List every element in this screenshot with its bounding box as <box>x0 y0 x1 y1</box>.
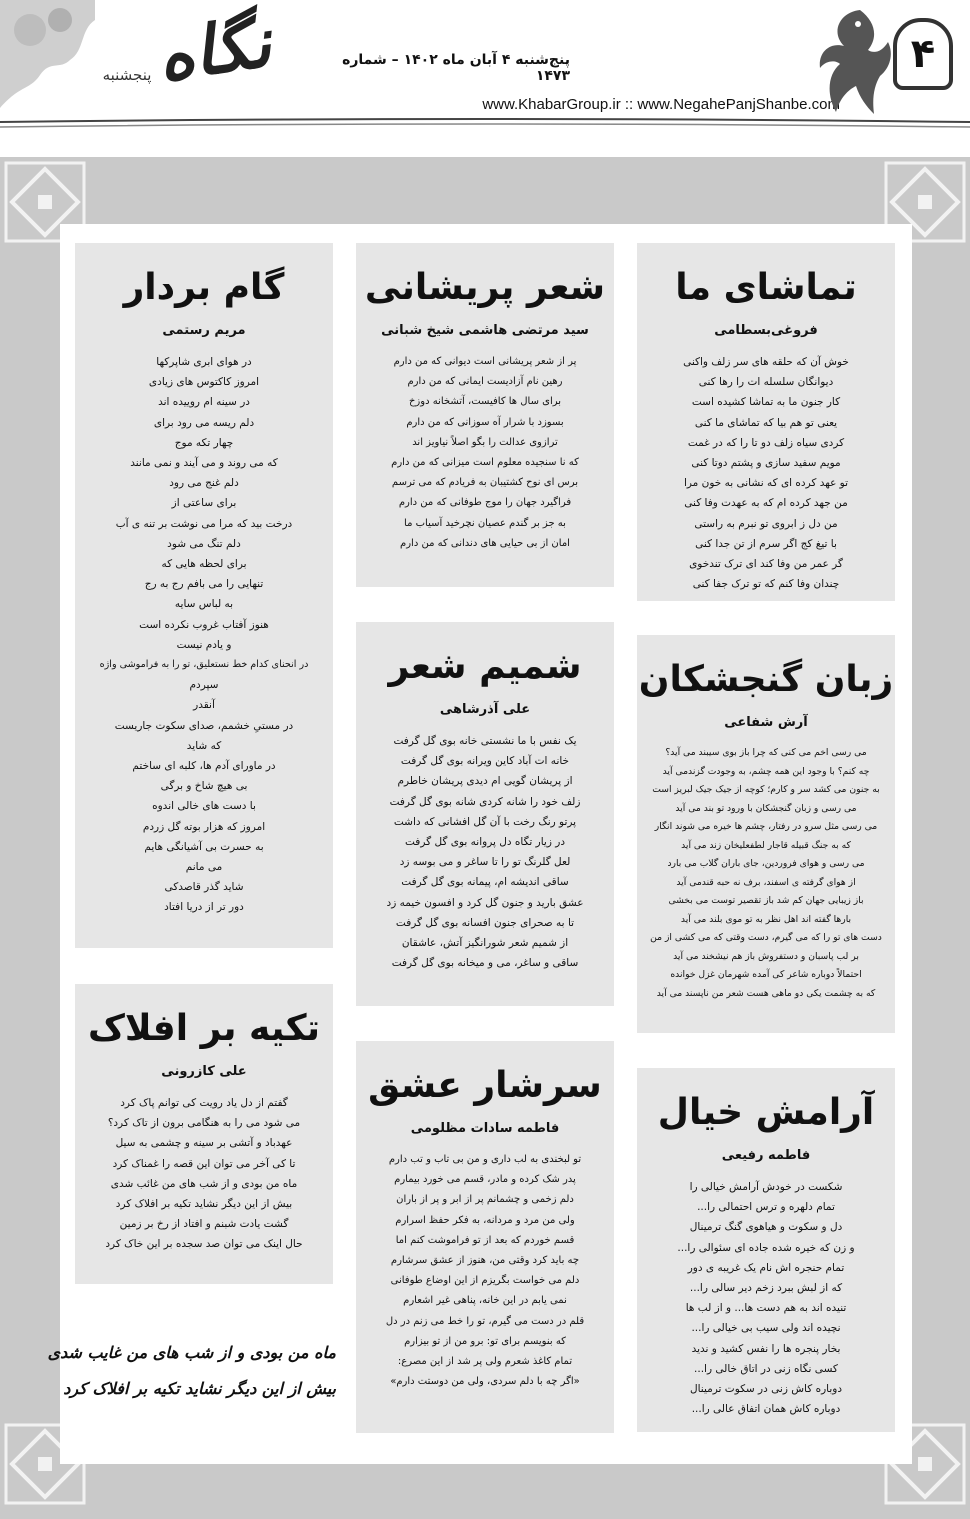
phoenix-emblem-icon <box>800 2 896 122</box>
poem-author: فاطمه رفیعی <box>721 1148 811 1163</box>
poem-line: به جنون می کشد سر و کارم؛ کوچه از جیک جیک لبریز است <box>652 784 880 795</box>
poem-line: که از لبش ببرد زخم دیر سالی را... <box>689 1282 843 1295</box>
poem-title: شمیم شعر <box>388 646 582 687</box>
poem-line: نچیده اند ولی سیب بی خیالی را... <box>691 1322 841 1335</box>
poem-line: نمی یابم در این خانه، پناهی غیر اشعارم <box>403 1295 567 1307</box>
poem-line: گشت یادت شبنم و افتاد از رخ بر زمین <box>119 1218 289 1231</box>
poem-box <box>637 635 895 1033</box>
masthead-ornament-icon <box>0 0 95 108</box>
poem-line: من جهد کرده ام که به عهدت وفا کنی <box>684 497 848 510</box>
poem-line: تنیده اند به هم دست ها... و از لب ها <box>685 1302 847 1315</box>
poem-line: عشق بارید و جنون گل کرد و افسون خیمه زد <box>386 896 584 909</box>
poem-lines <box>75 352 333 918</box>
poem-line: دلم زخمی و چشمانم پر از ابر و پر از باران <box>396 1194 574 1206</box>
poem-line: از هوای گرفته ی اسفند، برف نه حبه قندمی آید <box>676 876 856 888</box>
poem-line: هنوز آفتاب غروب نکرده است <box>139 618 269 631</box>
poem-line: برای ساعتی از <box>171 497 237 510</box>
poem-line: ساقی اندیشه ام، پیمانه بوی گل گرفت <box>401 876 569 889</box>
poem-author: سید مرتضی هاشمی شیخ شبانی <box>381 323 589 338</box>
poem-line: در انحنای کدام خط نستعلیق، تو را به فراموشی واژه <box>99 659 309 671</box>
poem-line: تا به صحرای جنون افسانه بوی گل گرفت <box>395 916 575 929</box>
poem-line: حال اینک می توان صد سجده بر این خاک کرد <box>105 1238 303 1251</box>
poem-box <box>75 984 333 1284</box>
poem-line: لعل گلرنگ تو را تا ساغر و می بوسه زد <box>399 856 571 869</box>
poem-line: پدر شک کرده و مادر، قسم می خورد بیمارم <box>394 1174 576 1186</box>
poem-line: یک نفس با ما نشستی خانه بوی گل گرفت <box>393 735 577 747</box>
quote-line: بیش از این دیگر نشاید تکیه بر افلاک کرد <box>63 1379 336 1398</box>
poem-line: و یادم نیست <box>176 638 232 651</box>
poem-line: امروز که هزار بوته گل زردم <box>142 820 266 833</box>
poem-line: در سینه ام روییده اند <box>158 396 250 409</box>
quote-line: ماه من بودی و از شب های من غایب شدی <box>47 1343 336 1362</box>
poem-title: تکیه بر افلاک <box>87 1008 321 1049</box>
poem-line: دوباره کاش زنی در سکوت ترمینال <box>689 1383 843 1396</box>
poem-line: «اگر چه با دلم سردی، ولی من دوستت دارم» <box>390 1376 580 1388</box>
poem-line: تمام کاغذ شعرم ولی پر شد از این مصرع: <box>397 1356 573 1368</box>
poem-line: ترازوی عدالت را بگو اصلاً نیاویز اند <box>412 436 558 448</box>
poem-lines <box>637 1177 895 1419</box>
issue-date: پنج‌شنبه ۴ آبان ماه ۱۴۰۲ – شماره ۱۴۷۳ <box>342 52 570 84</box>
poem-line: قلم در دست می گیرم، تو را خط می زنم در دل <box>385 1315 585 1327</box>
poem-lines <box>637 744 895 1003</box>
poem-line: به لباس سایه <box>174 598 234 611</box>
poem-line: به جز بر گندم عصیان نچرخید آسیاب ما <box>404 517 566 529</box>
poem-line: تمام دلهره و ترس احتمالی را... <box>697 1201 835 1214</box>
poem-line: امان از بی حیایی های دندانی که من دارم <box>400 537 570 549</box>
poem-line: ولی من مرد و مردانه، به فکر حفظ اسرارم <box>395 1214 575 1226</box>
poem-box <box>75 243 333 948</box>
poem-line: دلم غنج می رود <box>169 477 239 490</box>
poem-line: رهین نام آزادیست ایمانی که من دارم <box>407 376 563 388</box>
poem-line: مویم سفید سازی و پشتم دوتا کنی <box>691 457 841 470</box>
poem-line: ماه من بودی و از شب های من غائب شدی <box>110 1177 298 1190</box>
poem-line: که نا سنجیده معلوم است میزانی که من دارم <box>391 457 579 469</box>
poem-line: دلم ریسه می رود برای <box>153 416 255 429</box>
poem-line: برس ای نوح کشتیبان به فریادم که می ترسم <box>391 477 579 489</box>
poem-line: با تیغ کج اگر سرم از تن جدا کنی <box>695 537 837 550</box>
poem-title: سرشار عشق <box>368 1065 602 1106</box>
poem-lines <box>356 352 614 554</box>
masthead-tagline: پنجشنبه <box>102 66 152 84</box>
poem-line: می شود می را به هنگامی برون از تاک کرد؟ <box>107 1117 301 1130</box>
poem-line: بر لب پاسبان و دستفروش باز هم نیشخند می آید <box>673 950 859 962</box>
poem-line: که بنویسم برای تو: برو من از تو بیزارم <box>404 1335 566 1347</box>
poem-line: سپردم <box>189 679 219 692</box>
poem-line: دور تر از دریا افتاد <box>164 901 244 914</box>
poem-line: کردی سیاه زلف دو تا را که در غمت <box>687 436 845 449</box>
poem-line: چهار تکه موج <box>174 436 234 449</box>
poem-line: درخت بید که مرا می نوشت بر تنه ی آب <box>115 517 293 530</box>
header-divider <box>0 118 970 132</box>
poem-line: ساقی و ساغر، می و میخانه بوی گل گرفت <box>391 957 579 970</box>
poem-line: با دست های خالی اندوه <box>152 800 256 813</box>
poem-author: فاطمه سادات مظلومی <box>410 1121 560 1136</box>
poem-line: پر از شعر پریشانی است دیوانی که من دارم <box>393 356 577 367</box>
poem-line: شکست در خودش آرامش خیالی را <box>689 1181 843 1193</box>
poem-line: در زیار تگاه دل پروانه بوی گل گرفت <box>405 836 565 849</box>
poem-line: پرتو رنگ رخت با آن گل افشانی که داشت <box>393 815 577 828</box>
poem-line: آنقدر <box>193 699 215 712</box>
poem-line: برای سال ها کافیست، آتشخانه دوزخ <box>408 396 562 408</box>
poem-line: گر عمر من وفا کند ای ترک تندخوی <box>689 558 843 571</box>
poem-line: باز زیبایی جهان کم شد باز تقصیر توست می بخشی <box>668 895 864 906</box>
poem-line: تا کی آخر می توان این قصه را غمناک کرد <box>112 1157 296 1170</box>
poem-line: دیوانگان سلسله ات را رها کنی <box>698 376 834 389</box>
poem-author: آرش شفاعی <box>724 715 808 730</box>
poem-line: قسم خوردم که بعد از تو فراموشت کنم اما <box>395 1234 575 1246</box>
poem-box <box>637 243 895 601</box>
page-number-badge: ۴ <box>893 18 953 90</box>
calligraphy-quote <box>47 1335 336 1407</box>
poem-line: احتمالاً دوباره شاعر کی آمده شهرمان غزل خوانده <box>670 969 862 980</box>
poem-line: و زن که خیره شده جاده ای سئوالی را... <box>677 1241 855 1254</box>
poem-line: چندان وفا کنم که تو ترک جفا کنی <box>692 578 840 591</box>
poem-line: بی هیچ شاخ و برگی <box>160 780 248 793</box>
poem-line: امروز کاکتوس های زیادی <box>148 376 260 389</box>
poem-line: که شاید <box>186 739 222 752</box>
poem-line: برای لحظه هایی که <box>161 558 247 571</box>
poem-line: دست های تو را که می گیرم، دست وقتی که می کشی از من <box>650 932 882 943</box>
masthead-logo: نگاه <box>152 2 276 98</box>
poem-box <box>356 1041 614 1433</box>
poem-line: گفتم از دل یاد رویت کی توانم پاک کرد <box>120 1097 288 1109</box>
poem-line: از شمیم شعر شورانگیز آتش، عاشقان <box>401 937 569 950</box>
poem-line: در ماورای آدم ها، کلبه ای ساختم <box>132 760 276 773</box>
poem-line: زلف خود را شانه کردی شانه بوی گل گرفت <box>389 795 581 808</box>
poem-box <box>637 1068 895 1432</box>
poem-box <box>356 243 614 587</box>
poem-title: گام بردار <box>123 267 285 308</box>
poem-line: به حسرت بی آشیانگی هایم <box>144 840 264 853</box>
poem-line: که به جنگ قبیله قاجار لطفعلیخان زند می آید <box>681 839 851 851</box>
poem-lines <box>356 1150 614 1392</box>
poem-line: بخار پنجره ها را نفس کشید و ندید <box>691 1342 841 1355</box>
poem-line: کار جنون ما به تماشا کشیده است <box>691 396 841 409</box>
poem-line: چه باید کرد وقتی من، هنوز از عشق سرشارم <box>390 1255 580 1267</box>
poem-line: خوش آن که حلقه های سر زلف واکنی <box>683 356 849 368</box>
poem-line: عهدباد و آتشی بر سینه و چشمی به سیل <box>115 1137 293 1150</box>
poem-line: که می روند و می آیند و نمی مانند <box>130 457 278 470</box>
poem-line: دل و سکوت و هیاهوی گنگ ترمینال <box>689 1221 843 1234</box>
poem-lines <box>75 1093 333 1255</box>
poem-line: می مانم <box>185 861 223 874</box>
poem-line: دلم تنگ می شود <box>167 537 241 550</box>
poem-line: شاید گذر قاصدکی <box>164 881 244 894</box>
website-urls[interactable]: www.KhabarGroup.ir :: www.NegahePanjShanbe.com <box>482 96 840 113</box>
poem-title: آرامش خیال <box>657 1092 875 1133</box>
poem-title: زبان گنجشکان <box>638 659 894 700</box>
poem-line: در مستیِ خشمم، صدای سکوت جاریست <box>114 719 294 732</box>
poem-author: مریم رستمی <box>162 323 246 338</box>
poem-line: می رسی اخم می کنی که چرا باز بوی سیبند می آید؟ <box>665 747 867 758</box>
poem-line: تمام حنجره اش نام یک غریبه ی دور <box>687 1261 845 1274</box>
poem-line: تنهایی را می بافم رج به رج <box>144 578 264 591</box>
poem-line: یعنی تو هم بیا که تماشای ما کنی <box>694 416 838 429</box>
poem-lines <box>637 352 895 594</box>
poem-author: فروغی‌بسطامی <box>714 323 818 338</box>
poem-box <box>356 622 614 1006</box>
poem-line: می رسی و زبان گنجشکان با ورود تو بند می آید <box>675 802 857 814</box>
poem-line: می رسی مثل سرو در رفتار، چشم ها خیره می شوند انگار <box>654 821 878 832</box>
poem-line: بیش از این دیگر نشاید تکیه بر افلاک کرد <box>115 1198 293 1211</box>
page-header <box>0 0 970 132</box>
poem-line: از پریشان گویی ام دیدی پریشان خاطرم <box>397 775 573 788</box>
poem-line: خانه ات آباد کاین ویرانه بوی گل گرفت <box>400 755 570 768</box>
poem-line: کسی نگاه زنی در اتاق خالی را... <box>694 1362 838 1375</box>
poem-line: بارها گفته اند اهل نظر به تو موی بلند می آید <box>680 913 852 925</box>
poem-title: شعر پریشانی <box>364 267 606 308</box>
poem-line: دوباره کاش همان اتفاق عالی را... <box>691 1403 841 1416</box>
poem-author: علی کازرونی <box>161 1064 247 1079</box>
poem-line: فراگیرد جهان را موج طوفانی که من دارم <box>398 497 572 509</box>
poem-title: تماشای ما <box>675 267 857 308</box>
poem-line: تو لبخندی به لب داری و من بی تاب و تب دارم <box>388 1154 582 1165</box>
poem-line: چه کنم؟ با وجود این همه چشم، به وجودت گزندمی آید <box>662 765 870 777</box>
poem-line: من دل ز ابروی تو نبرم به راستی <box>694 517 838 530</box>
poem-line: که به چشمت یکی دو ماهی هست شعر من ناپسند می آید <box>656 987 876 999</box>
poem-line: تو عهد کرده ای که نشانی به خون مرا <box>683 477 849 490</box>
poem-line: بسوزد با شرار آه سوزانی که من دارم <box>406 416 564 428</box>
poem-line: در هوای ابری شاپرکها <box>156 356 252 368</box>
poem-line: دلم می خواست بگریزم از این اوضاع طوفانی <box>390 1275 580 1287</box>
poem-author: علی آذرشاهی <box>439 702 531 717</box>
poem-line: می رسی و هوای فروردین، جای باران گلاب می بارد <box>667 858 865 869</box>
poem-lines <box>356 731 614 973</box>
